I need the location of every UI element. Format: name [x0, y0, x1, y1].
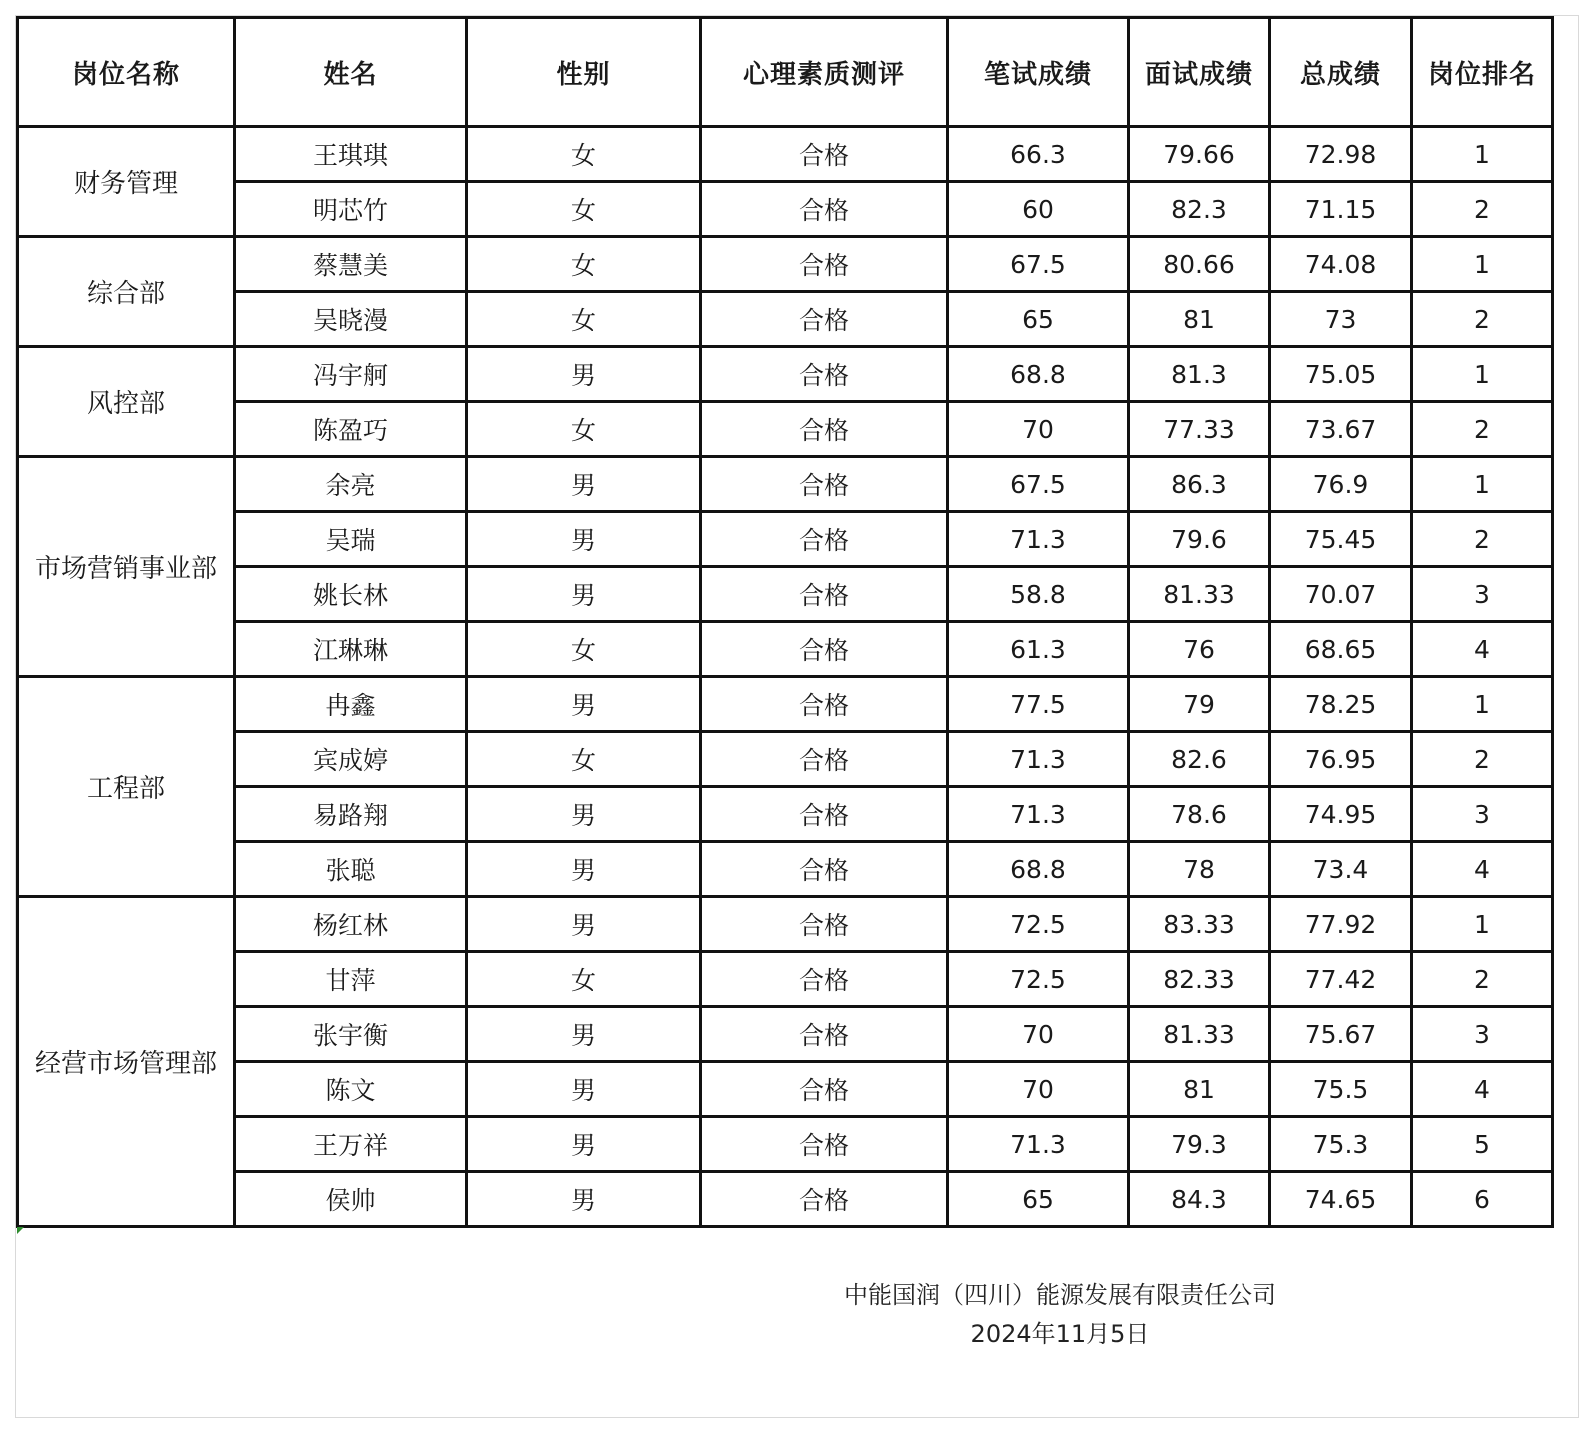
cell-psych-eval: 合格 — [701, 237, 948, 292]
cell-department: 经营市场管理部 — [18, 897, 235, 1227]
cell-interview-score: 78 — [1129, 842, 1270, 897]
cell-name: 王万祥 — [235, 1117, 467, 1172]
cell-department: 综合部 — [18, 237, 235, 347]
header-written-score: 笔试成绩 — [948, 18, 1129, 127]
cell-name: 吴晓漫 — [235, 292, 467, 347]
cell-rank: 4 — [1412, 1062, 1553, 1117]
cell-name: 陈盈巧 — [235, 402, 467, 457]
cell-department: 风控部 — [18, 347, 235, 457]
cell-name: 余亮 — [235, 457, 467, 512]
cell-written-score: 71.3 — [948, 1117, 1129, 1172]
cell-gender: 女 — [467, 237, 701, 292]
cell-psych-eval: 合格 — [701, 457, 948, 512]
table-row — [18, 677, 1553, 732]
cell-name: 姚长林 — [235, 567, 467, 622]
cell-total-score: 74.95 — [1270, 787, 1412, 842]
cell-interview-score: 78.6 — [1129, 787, 1270, 842]
cell-psych-eval: 合格 — [701, 1172, 948, 1227]
cell-gender: 男 — [467, 1062, 701, 1117]
table-row — [18, 347, 1553, 402]
cell-interview-score: 80.66 — [1129, 237, 1270, 292]
cell-name: 杨红林 — [235, 897, 467, 952]
cell-gender: 男 — [467, 1172, 701, 1227]
table-row — [18, 512, 1553, 567]
header-gender: 性别 — [467, 18, 701, 127]
cell-written-score: 71.3 — [948, 512, 1129, 567]
cell-psych-eval: 合格 — [701, 1062, 948, 1117]
cell-psych-eval: 合格 — [701, 292, 948, 347]
cell-written-score: 61.3 — [948, 622, 1129, 677]
cell-rank: 1 — [1412, 897, 1553, 952]
cell-total-score: 75.3 — [1270, 1117, 1412, 1172]
cell-name: 江琳琳 — [235, 622, 467, 677]
cell-total-score: 74.08 — [1270, 237, 1412, 292]
cell-rank: 2 — [1412, 182, 1553, 237]
cell-total-score: 73.67 — [1270, 402, 1412, 457]
cell-rank: 3 — [1412, 567, 1553, 622]
cell-written-score: 71.3 — [948, 732, 1129, 787]
cell-rank: 3 — [1412, 787, 1553, 842]
table-row — [18, 842, 1553, 897]
cell-written-score: 65 — [948, 1172, 1129, 1227]
cell-interview-score: 79.66 — [1129, 127, 1270, 182]
cell-psych-eval: 合格 — [701, 952, 948, 1007]
cell-name: 王琪琪 — [235, 127, 467, 182]
cell-gender: 男 — [467, 897, 701, 952]
cell-name: 冯宇舸 — [235, 347, 467, 402]
cell-psych-eval: 合格 — [701, 842, 948, 897]
table-row — [18, 567, 1553, 622]
cell-name: 明芯竹 — [235, 182, 467, 237]
cell-interview-score: 81.3 — [1129, 347, 1270, 402]
cell-gender: 女 — [467, 952, 701, 1007]
table-row — [18, 732, 1553, 787]
table-row — [18, 1062, 1553, 1117]
cell-psych-eval: 合格 — [701, 732, 948, 787]
cell-total-score: 74.65 — [1270, 1172, 1412, 1227]
cell-name: 易路翔 — [235, 787, 467, 842]
footer-company: 中能国润（四川）能源发展有限责任公司 — [844, 1281, 1276, 1309]
table-row — [18, 237, 1553, 292]
header-rank: 岗位排名 — [1412, 18, 1553, 127]
cell-written-score: 77.5 — [948, 677, 1129, 732]
cell-interview-score: 82.3 — [1129, 182, 1270, 237]
cell-total-score: 76.95 — [1270, 732, 1412, 787]
cell-written-score: 58.8 — [948, 567, 1129, 622]
cell-written-score: 68.8 — [948, 347, 1129, 402]
cell-rank: 2 — [1412, 512, 1553, 567]
cell-gender: 男 — [467, 457, 701, 512]
cell-psych-eval: 合格 — [701, 1007, 948, 1062]
table-body — [18, 127, 1553, 1227]
cell-psych-eval: 合格 — [701, 897, 948, 952]
cell-rank: 1 — [1412, 347, 1553, 402]
cell-name: 甘萍 — [235, 952, 467, 1007]
cell-total-score: 73.4 — [1270, 842, 1412, 897]
cell-rank: 4 — [1412, 842, 1553, 897]
cell-written-score: 68.8 — [948, 842, 1129, 897]
cell-gender: 男 — [467, 1007, 701, 1062]
table-row — [18, 457, 1553, 512]
cell-psych-eval: 合格 — [701, 567, 948, 622]
cell-total-score: 75.05 — [1270, 347, 1412, 402]
cell-written-score: 70 — [948, 1007, 1129, 1062]
cell-psych-eval: 合格 — [701, 787, 948, 842]
header-total-score: 总成绩 — [1270, 18, 1412, 127]
cell-department: 市场营销事业部 — [18, 457, 235, 677]
cell-written-score: 66.3 — [948, 127, 1129, 182]
cell-written-score: 67.5 — [948, 457, 1129, 512]
cell-total-score: 76.9 — [1270, 457, 1412, 512]
cell-rank: 1 — [1412, 127, 1553, 182]
cell-interview-score: 82.6 — [1129, 732, 1270, 787]
header-row — [18, 18, 1553, 127]
header-name: 姓名 — [235, 18, 467, 127]
cell-name: 陈文 — [235, 1062, 467, 1117]
cell-total-score: 75.5 — [1270, 1062, 1412, 1117]
table-row — [18, 897, 1553, 952]
cell-psych-eval: 合格 — [701, 677, 948, 732]
cell-psych-eval: 合格 — [701, 347, 948, 402]
cell-rank: 2 — [1412, 952, 1553, 1007]
cell-name: 张宇衡 — [235, 1007, 467, 1062]
cell-name: 吴瑞 — [235, 512, 467, 567]
cell-total-score: 72.98 — [1270, 127, 1412, 182]
cell-rank: 4 — [1412, 622, 1553, 677]
cell-psych-eval: 合格 — [701, 127, 948, 182]
cell-gender: 男 — [467, 842, 701, 897]
table-row — [18, 127, 1553, 182]
cell-written-score: 70 — [948, 402, 1129, 457]
cell-total-score: 77.42 — [1270, 952, 1412, 1007]
cell-name: 张聪 — [235, 842, 467, 897]
cell-written-score: 70 — [948, 1062, 1129, 1117]
cell-gender: 女 — [467, 732, 701, 787]
footer-date: 2024年11月5日 — [970, 1320, 1150, 1348]
cell-written-score: 71.3 — [948, 787, 1129, 842]
cell-written-score: 65 — [948, 292, 1129, 347]
cell-rank: 1 — [1412, 457, 1553, 512]
cell-total-score: 75.67 — [1270, 1007, 1412, 1062]
header-psych-eval: 心理素质测评 — [701, 18, 948, 127]
cell-rank: 2 — [1412, 732, 1553, 787]
cell-total-score: 73 — [1270, 292, 1412, 347]
cell-psych-eval: 合格 — [701, 512, 948, 567]
cell-interview-score: 76 — [1129, 622, 1270, 677]
cell-rank: 5 — [1412, 1117, 1553, 1172]
table-row — [18, 952, 1553, 1007]
cell-interview-score: 82.33 — [1129, 952, 1270, 1007]
cell-department: 财务管理 — [18, 127, 235, 237]
cell-interview-score: 77.33 — [1129, 402, 1270, 457]
table-row — [18, 292, 1553, 347]
cell-written-score: 72.5 — [948, 952, 1129, 1007]
cell-gender: 女 — [467, 292, 701, 347]
cell-gender: 女 — [467, 182, 701, 237]
cell-psych-eval: 合格 — [701, 622, 948, 677]
cell-interview-score: 86.3 — [1129, 457, 1270, 512]
header-position: 岗位名称 — [18, 18, 235, 127]
cell-gender: 男 — [467, 787, 701, 842]
cell-rank: 1 — [1412, 677, 1553, 732]
table-row — [18, 1117, 1553, 1172]
cell-total-score: 78.25 — [1270, 677, 1412, 732]
cell-interview-score: 81 — [1129, 292, 1270, 347]
header-interview-score: 面试成绩 — [1129, 18, 1270, 127]
table-row — [18, 622, 1553, 677]
cell-gender: 女 — [467, 127, 701, 182]
cell-interview-score: 81.33 — [1129, 567, 1270, 622]
cell-written-score: 72.5 — [948, 897, 1129, 952]
cell-name: 侯帅 — [235, 1172, 467, 1227]
cell-gender: 女 — [467, 622, 701, 677]
cell-rank: 3 — [1412, 1007, 1553, 1062]
cell-psych-eval: 合格 — [701, 182, 948, 237]
cell-name: 蔡慧美 — [235, 237, 467, 292]
cell-psych-eval: 合格 — [701, 1117, 948, 1172]
table-row — [18, 1172, 1553, 1227]
table-row — [18, 1007, 1553, 1062]
cell-gender: 女 — [467, 402, 701, 457]
cell-gender: 男 — [467, 512, 701, 567]
cell-interview-score: 83.33 — [1129, 897, 1270, 952]
table-row — [18, 182, 1553, 237]
cell-interview-score: 81.33 — [1129, 1007, 1270, 1062]
score-table — [16, 16, 1554, 1228]
cell-rank: 2 — [1412, 292, 1553, 347]
cell-psych-eval: 合格 — [701, 402, 948, 457]
cell-total-score: 70.07 — [1270, 567, 1412, 622]
cell-rank: 6 — [1412, 1172, 1553, 1227]
cell-written-score: 60 — [948, 182, 1129, 237]
cell-interview-score: 84.3 — [1129, 1172, 1270, 1227]
cell-rank: 1 — [1412, 237, 1553, 292]
cell-interview-score: 79.6 — [1129, 512, 1270, 567]
cell-gender: 男 — [467, 677, 701, 732]
cell-gender: 男 — [467, 567, 701, 622]
cell-department: 工程部 — [18, 677, 235, 897]
cell-total-score: 77.92 — [1270, 897, 1412, 952]
cell-interview-score: 79.3 — [1129, 1117, 1270, 1172]
table-row — [18, 787, 1553, 842]
cell-interview-score: 81 — [1129, 1062, 1270, 1117]
cell-gender: 男 — [467, 1117, 701, 1172]
cell-rank: 2 — [1412, 402, 1553, 457]
cell-written-score: 67.5 — [948, 237, 1129, 292]
cell-total-score: 71.15 — [1270, 182, 1412, 237]
cell-comment-marker — [17, 1227, 24, 1234]
cell-gender: 男 — [467, 347, 701, 402]
table-row — [18, 402, 1553, 457]
cell-total-score: 75.45 — [1270, 512, 1412, 567]
cell-name: 宾成婷 — [235, 732, 467, 787]
cell-interview-score: 79 — [1129, 677, 1270, 732]
cell-total-score: 68.65 — [1270, 622, 1412, 677]
cell-name: 冉鑫 — [235, 677, 467, 732]
